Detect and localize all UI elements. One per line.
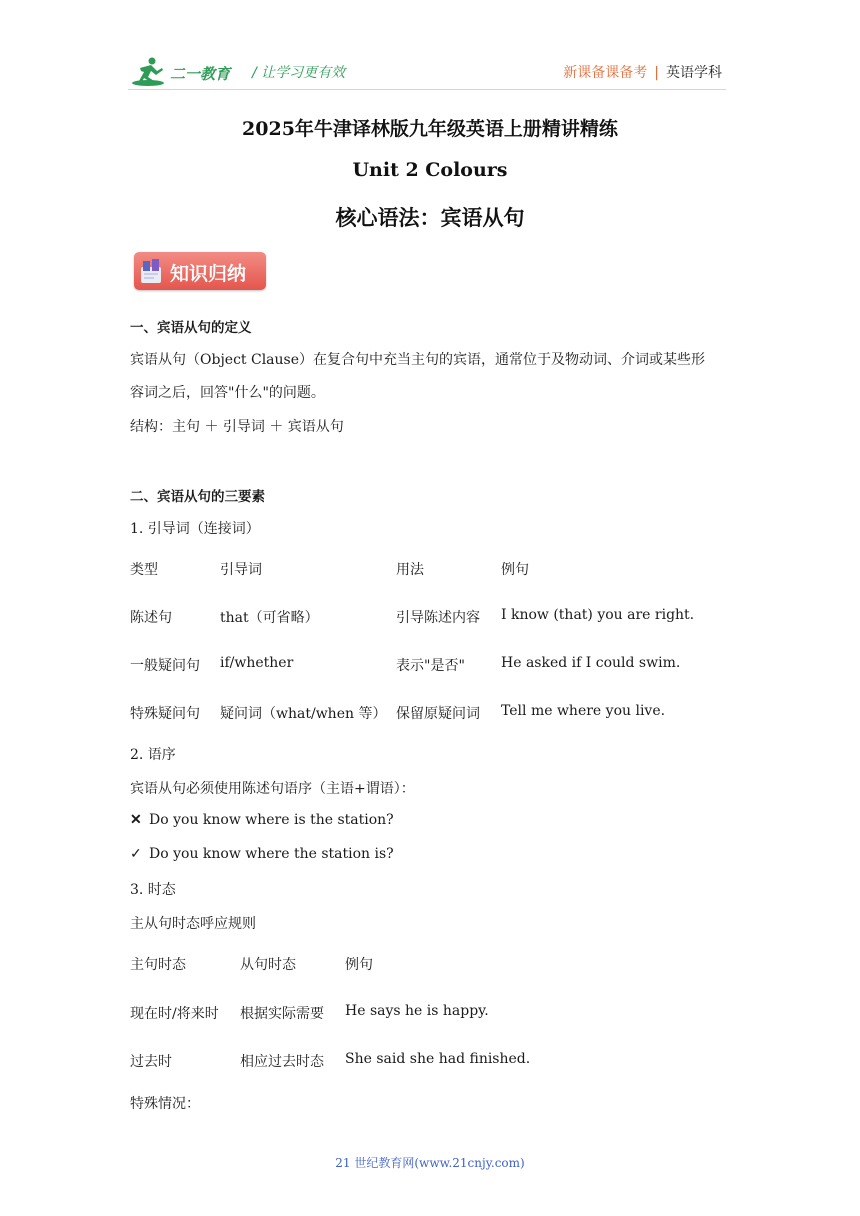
check-icon: ✓ xyxy=(130,846,142,862)
cross-icon: ✕ xyxy=(130,812,142,828)
header-divider xyxy=(128,89,726,90)
table-cell: 疑问词（what/when 等） xyxy=(220,706,387,722)
table-cell: 根据实际需要 xyxy=(240,1006,324,1022)
wrong-example xyxy=(130,812,394,828)
right-example xyxy=(130,846,394,862)
tense-rule: 主从句时态呼应规则 xyxy=(130,916,256,932)
logo-text: 二一教育 xyxy=(170,65,231,83)
table-cell: He asked if I could swim. xyxy=(501,655,681,671)
definition-line-1: 宾语从句（Object Clause）在复合句中充当主句的宾语，通常位于及物动词、介词或某些形 xyxy=(130,352,706,368)
definition-line-2: 容词之后，回答"什么"的问题。 xyxy=(130,385,325,401)
table-cell: 相应过去时态 xyxy=(240,1054,324,1070)
subheading-tense: 3. 时态 xyxy=(130,882,176,898)
table-cell: I know (that) you are right. xyxy=(501,607,695,623)
table-header-cell: 主句时态 xyxy=(130,957,186,973)
wrong-example-text: Do you know where is the station? xyxy=(149,812,394,828)
table-cell: He says he is happy. xyxy=(345,1003,489,1019)
header-separator: | xyxy=(654,65,659,81)
table-cell: if/whether xyxy=(220,655,294,671)
header-right xyxy=(563,62,722,82)
subject-label: 英语学科 xyxy=(666,65,722,81)
main-title: 2025年牛津译林版九年级英语上册精讲精练 xyxy=(242,118,618,140)
table-cell: 一般疑问句 xyxy=(130,658,200,674)
table-cell: 特殊疑问句 xyxy=(130,706,200,722)
right-example-text: Do you know where the station is? xyxy=(149,846,394,862)
unit-title: Unit 2 Colours xyxy=(352,159,508,181)
book-icon xyxy=(139,257,163,285)
table-cell: 过去时 xyxy=(130,1054,172,1070)
structure-line: 结构：主句 ＋ 引导词 ＋ 宾语从句 xyxy=(130,419,344,435)
word-order-note: 宾语从句必须使用陈述句语序（主语+谓语）： xyxy=(130,781,415,797)
table-cell: that（可省略） xyxy=(220,610,319,626)
section-1-heading: 一、宾语从句的定义 xyxy=(130,320,252,336)
slogan: / 让学习更有效 xyxy=(252,65,346,81)
table-header-cell: 从句时态 xyxy=(240,957,296,973)
special-cases-label: 特殊情况： xyxy=(130,1096,200,1112)
table-cell: 陈述句 xyxy=(130,610,172,626)
logo xyxy=(132,56,242,88)
table-cell: 保留原疑问词 xyxy=(396,706,480,722)
page-header xyxy=(128,52,726,92)
badge-label: 知识归纳 xyxy=(170,263,247,285)
table-cell: Tell me where you live. xyxy=(501,703,666,719)
table-cell: She said she had finished. xyxy=(345,1051,531,1067)
table-header-cell: 例句 xyxy=(345,957,373,973)
footer-link[interactable]: 21 世纪教育网(www.21cnjy.com) xyxy=(335,1156,525,1170)
table-cell: 现在时/将来时 xyxy=(130,1006,219,1022)
course-label: 新课备课备考 xyxy=(563,65,648,81)
table-header-cell: 类型 xyxy=(130,562,158,578)
subheading-word-order: 2. 语序 xyxy=(130,747,176,763)
table-header-cell: 例句 xyxy=(501,562,529,578)
table-header-cell: 引导词 xyxy=(220,562,262,578)
topic-title: 核心语法：宾语从句 xyxy=(335,206,525,230)
table-cell: 表示"是否" xyxy=(396,658,465,674)
knowledge-badge xyxy=(134,252,266,290)
section-2-heading: 二、宾语从句的三要素 xyxy=(130,489,265,505)
table-header-cell: 用法 xyxy=(396,562,424,578)
table-cell: 引导陈述内容 xyxy=(396,610,480,626)
subheading-conjunctions: 1. 引导词（连接词） xyxy=(130,521,260,537)
